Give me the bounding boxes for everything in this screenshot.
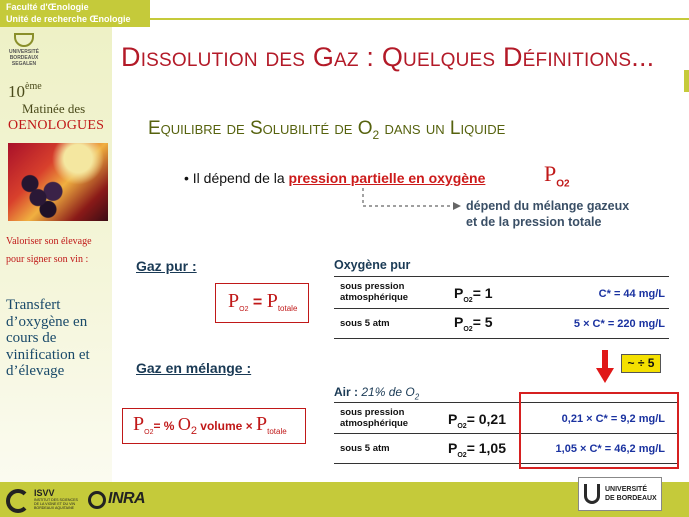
row-concentration: C* = 44 mg/L <box>598 288 665 300</box>
slide-subtitle: Equilibre de Solubilité de $O_2$ dans un Liquide <box>148 118 506 142</box>
isvv-logo-icon <box>6 489 30 513</box>
table-rule <box>334 338 669 339</box>
depends-line2: et de la pression totale <box>466 215 602 229</box>
down-arrow-icon <box>595 350 615 384</box>
faculty-label: Faculté d'Œnologie <box>6 2 89 12</box>
bordeaux-university-logo <box>578 477 662 511</box>
row-partial-pressure: $P_{O2}= 1$ <box>454 285 493 304</box>
tagline-line2: pour signer son vin : <box>6 254 89 265</box>
row-condition: sous 5 atm <box>340 443 390 454</box>
event-name-line2: OENOLOGUES <box>8 118 105 133</box>
university-logo-text: UNIVERSITÉ BORDEAUX SEGALEN <box>8 49 39 67</box>
shield-icon <box>14 33 34 47</box>
divide-by-five-badge: ~ ÷ 5 <box>621 354 661 373</box>
isvv-sublabel: INSTITUT DES SCIENCES DE LA VIGNE ET DU VIN BORDEAUX AQUITAINE <box>34 498 78 510</box>
session-topic: Transfert d’oxygène en cours de vinification et d’élevage <box>6 297 90 379</box>
event-name-line1: Matinée des <box>22 101 86 116</box>
sidebar <box>0 27 112 482</box>
mixed-gas-heading: Gaz en mélange : <box>136 360 252 376</box>
accent-bar <box>684 70 689 92</box>
row-condition: sous 5 atm <box>340 318 390 329</box>
grapes-photo <box>8 143 108 221</box>
bullet-point: • Il dépend de la pression partielle en oxygène <box>184 170 486 186</box>
row-partial-pressure: $P_{O2}= 5$ <box>454 314 493 333</box>
depends-line1: dépend du mélange gazeux <box>466 199 630 213</box>
ub-line2: DE BORDEAUX <box>605 495 657 502</box>
row-concentration: 1,05 × C* = 46,2 mg/L <box>555 443 665 455</box>
table-rule <box>334 276 669 277</box>
dashed-arrow-icon <box>355 186 465 216</box>
pure-oxygen-table-title: Oxygène pur <box>334 258 411 272</box>
po2-symbol: $P_{O2}$ <box>544 161 570 190</box>
row-partial-pressure: $P_{O2}= 1,05$ <box>448 440 507 459</box>
row-condition: sous pression atmosphérique <box>340 281 409 303</box>
header-bar <box>0 0 689 27</box>
row-partial-pressure: $P_{O2}= 0,21$ <box>448 411 507 430</box>
depends-note <box>466 198 629 230</box>
pure-gas-formula: $P_{O2} = P_{totale}$ <box>215 283 309 323</box>
mixed-gas-formula: $P_{O2}=$ % $O_2$ volume × $P_{totale}$ <box>122 408 306 444</box>
isvv-label: ISVV <box>34 488 55 498</box>
row-concentration: 0,21 × C* = 9,2 mg/L <box>561 413 665 425</box>
inra-logo-icon <box>88 491 106 509</box>
unit-label: Unité de recherche Œnologie <box>6 14 131 24</box>
university-logo <box>4 33 44 67</box>
header-band <box>0 0 150 27</box>
row-condition: sous pression atmosphérique <box>340 407 409 429</box>
header-rule <box>150 18 689 20</box>
air-table-title: Air : 21% de $O_2$ <box>334 385 420 402</box>
highlight-text: pression partielle en oxygène <box>288 170 486 186</box>
slide-title: Dissolution des Gaz : Quelques Définitions... <box>121 42 655 72</box>
university-mark-icon <box>584 484 600 504</box>
inra-label: INRA <box>108 490 146 507</box>
edition-number: 10ème <box>8 81 42 101</box>
tagline-line1: Valoriser son élevage <box>6 236 92 247</box>
pure-gas-heading: Gaz pur : <box>136 258 197 274</box>
ub-line1: UNIVERSITÉ <box>605 486 648 493</box>
highlight-box <box>519 392 679 469</box>
table-rule <box>334 308 669 309</box>
row-concentration: 5 × C* = 220 mg/L <box>573 318 665 330</box>
